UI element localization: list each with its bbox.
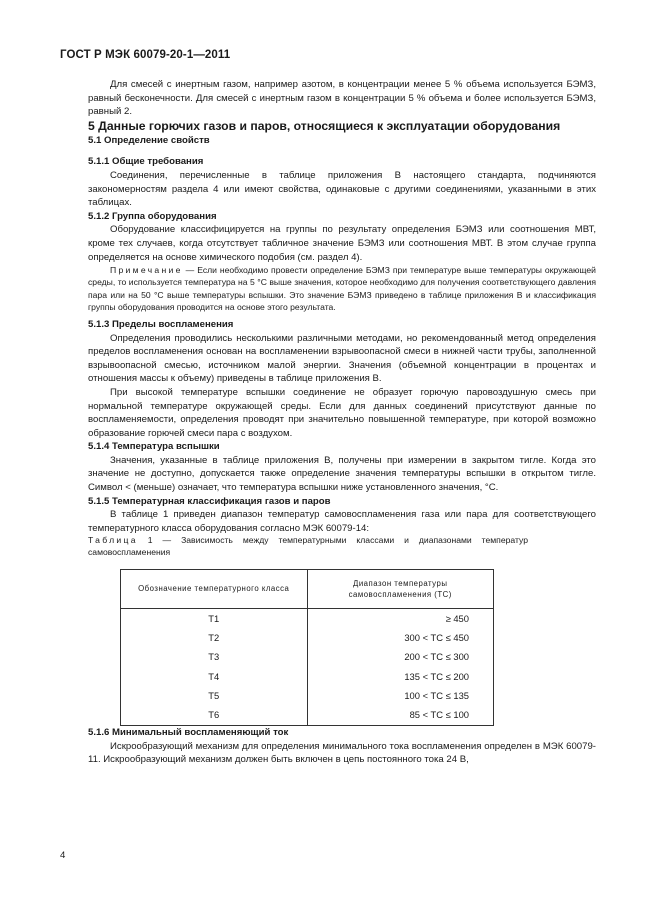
section-5-1-title: 5.1 Определение свойств <box>88 134 210 146</box>
table-header-row <box>121 569 494 608</box>
table-cell-class: T5 <box>121 686 308 705</box>
table-caption-label: Таблица <box>88 535 138 546</box>
table-cell-class: T3 <box>121 647 308 666</box>
intro-paragraph: Для смесей с инертным газом, например азотом, в концентрации менее 5 % объема используется БЭМЗ, равный бесконечности. Для смесей с инертным газом в концентрации 5 % объема и более используется БЭМЗ, равный 2. <box>88 79 596 118</box>
section-5-1-1-title: 5.1.1 Общие требования <box>88 156 204 168</box>
section-5-1-1-text: Соединения, перечисленные в таблице приложения В настоящего стандарта, подчиняются закономерностям раздела 4 или имеют свойства, одинаковые с другими соединениями, указанными в этих таблицах. <box>88 169 596 209</box>
section-5-1-5-title: 5.1.5 Температурная классификация газов и паров <box>88 495 331 507</box>
table-cell-range: 200 < TC ≤ 300 <box>307 647 494 666</box>
note-text: — Если необходимо провести определение БЭМЗ при температуре выше температуры окружающей среды, то используется температура на 5 °С выше значения, которое необходимо для получения соответствующего давления пара или на 50 °С выше температуры вспышки. Это значение БЭМЗ приведено в таблице приложения В и классификация группы оборудования проводится на основе этого результата. <box>88 265 596 312</box>
section-5-1-2-note <box>88 264 596 313</box>
table-row <box>121 686 494 705</box>
section-5-1-6-title: 5.1.6 Минимальный воспламеняющий ток <box>88 726 289 738</box>
table-cell-class: T4 <box>121 667 308 686</box>
document-header: ГОСТ Р МЭК 60079-20-1—2011 <box>60 49 231 61</box>
section-5-1-3-title: 5.1.3 Пределы воспламенения <box>88 318 234 330</box>
section-5-1-6-text: Искрообразующий механизм для определения минимального тока воспламенения определен в МЭК 60079-11. Искрообразующий механизм должен быть включен в цепь постоянного тока 24 В, <box>88 740 596 766</box>
table-row <box>121 667 494 686</box>
table-cell-range: 135 < TC ≤ 200 <box>307 667 494 686</box>
table-header-range: Диапазон температуры самовоспламенения (ТС) <box>307 569 494 608</box>
note-label: Примечание <box>110 265 183 276</box>
section-5-1-4-text: Значения, указанные в таблице приложения В, получены при измерении в закрытом тигле. Когда это значение не доступно, допускается также определение значения температуры вспышки в открытом тигле. Символ < (меньше) означает, что температура вспышки ниже установленного значения, °С. <box>88 454 596 494</box>
section-5-1-2-text: Оборудование классифицируется на группы по результату определения БЭМЗ или соотношения МВТ, кроме тех случаев, когда отсутствует табличное значение БЭМЗ или соотношения МВТ. В этом случае группа определяется на основе химического подобия (см. раздел 4). <box>88 224 596 263</box>
table-cell-range: ≥ 450 <box>307 608 494 628</box>
section-5-1-2-title: 5.1.2 Группа оборудования <box>88 210 217 222</box>
section-5-1-3-text-1: Определения проводились несколькими различными методами, но рекомендованный метод определения пределов воспламенения основан на воспламенении взрывоопасной смеси в нижней части трубы, заполненной взрывоопасной смесью, источником малой энергии. Значения (объемной концентрации в процентах и отношения массы к объему) приведены в таблице приложения В. <box>88 332 596 385</box>
section-5-1-3-text-2: При высокой температуре вспышки соединение не образует горючую паровоздушную смесь при нормальной температуре окружающей среды. Если для данных соединений присутствуют данные по воспламеняемости, определения проводят при значительно повышенной температуре, при которой возможно образование горючей смеси пара с воздухом. <box>88 386 596 439</box>
table-header-class: Обозначение температурного класса <box>121 569 308 608</box>
table-row <box>121 628 494 647</box>
table-1-caption <box>88 535 528 558</box>
table-cell-range: 300 < TC ≤ 450 <box>307 628 494 647</box>
table-cell-class: T1 <box>121 608 308 628</box>
table-row <box>121 706 494 726</box>
table-row <box>121 647 494 666</box>
table-cell-range: 85 < TC ≤ 100 <box>307 706 494 726</box>
section-5-1-4-title: 5.1.4 Температура вспышки <box>88 441 220 453</box>
table-cell-class: T6 <box>121 706 308 726</box>
section-5-title: 5 Данные горючих газов и паров, относящиеся к эксплуатации оборудования <box>88 118 561 133</box>
temperature-class-table <box>120 569 494 726</box>
page-number: 4 <box>60 850 66 861</box>
section-5-1-5-text: В таблице 1 приведен диапазон температур самовоспламенения газа или пара для соответствующего температурного класса оборудования согласно МЭК 60079-14: <box>88 509 596 534</box>
table-cell-class: T2 <box>121 628 308 647</box>
table-caption-text: 1 — Зависимость между температурными классами и диапазонами температур самовоспламенения <box>88 535 528 558</box>
table-row <box>121 608 494 628</box>
page-content <box>88 78 596 767</box>
table-cell-range: 100 < TC ≤ 135 <box>307 686 494 705</box>
